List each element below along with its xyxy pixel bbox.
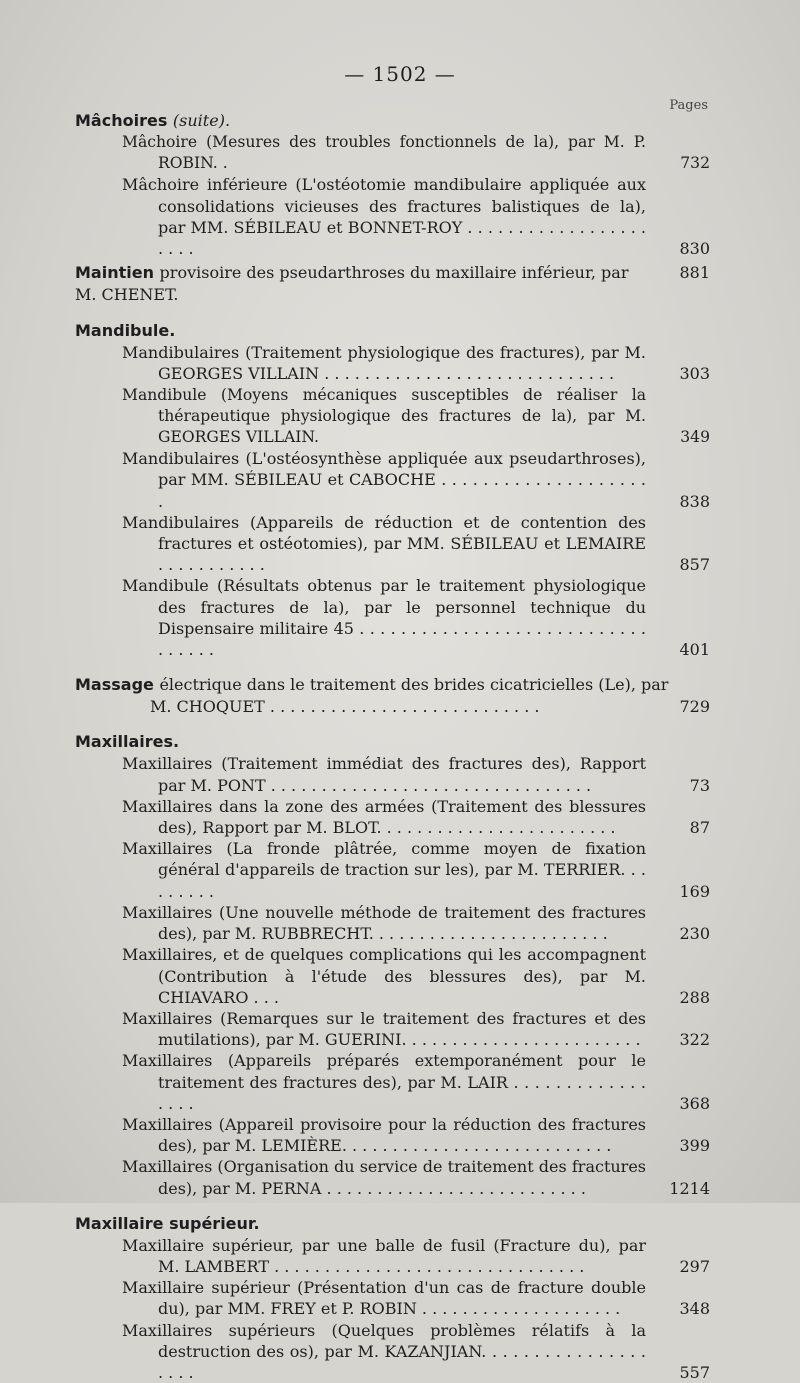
heading-rest: électrique dans le traitement des brides cicatricielles (Le), par bbox=[159, 675, 669, 695]
index-entry bbox=[122, 342, 710, 384]
index-entry bbox=[122, 1156, 710, 1198]
index-entry bbox=[122, 902, 710, 944]
entry-text: Maxillaires (Appareil provisoire pour la réduction des fractures des), par M. LEMIÈRE. . . . . . . . . . . . . . . . . . . . . . . . . . . bbox=[122, 1114, 646, 1156]
index-entry bbox=[122, 448, 710, 512]
heading-text: Mâchoires bbox=[75, 111, 168, 130]
continuation-text: M. CHOQUET . . . . . . . . . . . . . . . . . . . . . . . . . . . bbox=[150, 697, 540, 717]
heading-text: Maintien bbox=[75, 263, 154, 283]
index-entry bbox=[122, 1008, 710, 1050]
section-heading-inline bbox=[75, 674, 710, 696]
section-heading: Maxillaires. bbox=[75, 732, 180, 752]
index-entry bbox=[122, 838, 710, 902]
entry-page: 399 bbox=[679, 1136, 710, 1156]
index-entry bbox=[122, 796, 710, 838]
section-heading: Mandibule. bbox=[75, 321, 176, 341]
section-heading bbox=[75, 110, 710, 132]
heading-suffix: (suite). bbox=[172, 111, 231, 130]
entry-text: Maxillaires dans la zone des armées (Traitement des blessures des), Rapport par M. BLOT. . . . . . . . . . . . . . . . . . . . . . . . bbox=[122, 796, 646, 838]
entry-page: 288 bbox=[679, 987, 710, 1007]
index-entry bbox=[122, 1114, 710, 1156]
entry-page: 830 bbox=[679, 239, 710, 259]
entry-page: 230 bbox=[679, 924, 710, 944]
entry-page: 87 bbox=[689, 818, 710, 838]
pages-column-label: Pages bbox=[669, 98, 708, 113]
entry-page: 881 bbox=[679, 263, 710, 283]
entry-text: Maxillaire supérieur (Présentation d'un cas de fracture double du), par MM. FREY et P. ROBIN . . . . . . . . . . . . . . . . . . . . bbox=[122, 1278, 646, 1319]
index-entry bbox=[122, 575, 710, 660]
entry-text: Maxillaires (Une nouvelle méthode de traitement des fractures des), par M. RUBBRECHT. . . . . . . . . . . . . . . . . . . . . . . . bbox=[122, 902, 646, 944]
index-entry bbox=[122, 1320, 710, 1383]
index-entry bbox=[122, 132, 710, 174]
entry-page: 857 bbox=[679, 555, 710, 575]
entry-page: 732 bbox=[680, 154, 710, 173]
index-entry bbox=[122, 1235, 710, 1277]
entry-page: 348 bbox=[679, 1299, 710, 1319]
section-heading: Maxillaire supérieur. bbox=[75, 1213, 260, 1233]
index-entry bbox=[122, 174, 710, 259]
index-entry bbox=[122, 512, 710, 576]
entry-text: Maxillaires (Organisation du service de traitement des fractures des), par M. PERNA . . . . . . . . . . . . . . . . . . . . . . . . . . bbox=[122, 1157, 646, 1198]
entry-page: 1214 bbox=[669, 1178, 710, 1198]
entry-text: Mandibulaires (Appareils de réduction et de contention des fractures et ostéotomies), par MM. SÉBILEAU et LEMAIRE . . . . . . . . . . . bbox=[122, 512, 646, 575]
entry-text: Mandibulaires (Traitement physiologique des fractures), par M. GEORGES VILLAIN . . . . . . . . . . . . . . . . . . . . . . . . . . . . . bbox=[122, 343, 646, 384]
index-entry bbox=[122, 1050, 710, 1114]
entry-text: Mandibulaires (L'ostéosynthèse appliquée aux pseudarthroses), par MM. SÉBILEAU et CABOCHE . . . . . . . . . . . . . . . . . . . . . bbox=[122, 449, 646, 511]
heading-rest: provisoire des pseudarthroses du maxillaire inférieur, par M. CHENET. bbox=[75, 263, 629, 305]
entry-text: Maxillaires, et de quelques complications qui les accompagnent (Contribution à l'étude des blessures des), par M. CHIAVARO . . . bbox=[122, 945, 646, 1007]
entry-text: Maxillaire supérieur, par une balle de fusil (Fracture du), par M. LAMBERT . . . . . . . . . . . . . . . . . . . . . . . . . . . . . . . bbox=[122, 1235, 646, 1276]
entry-text: Maxillaires (Traitement immédiat des fractures des), Rapport par M. PONT . . . . . . . . . . . . . . . . . . . . . . . . . . . . . . . . bbox=[122, 754, 646, 795]
entry-page: 297 bbox=[679, 1256, 710, 1276]
entry-text: Mandibule (Moyens mécaniques susceptibles de réaliser la thérapeutique physiologique des fractures de la), par M. GEORGES VILLAIN. bbox=[122, 385, 646, 447]
entry-text: Mâchoire inférieure (L'ostéotomie mandibulaire appliquée aux consolidations vicieuses des fractures balistiques de la), par MM. SÉBILEAU et BONNET-ROY . . . . . . . . . . . . . . . . . . . . . . bbox=[122, 175, 646, 259]
entry-page: 169 bbox=[679, 881, 710, 901]
entry-page: 303 bbox=[679, 364, 710, 384]
entry-page: 73 bbox=[689, 775, 710, 795]
entry-text: Maxillaires (Remarques sur le traitement des fractures et des mutilations), par M. GUERINI. . . . . . . . . . . . . . . . . . . . . . . . bbox=[122, 1008, 646, 1050]
entry-text: Maxillaires (Appareils préparés extemporanément pour le traitement des fractures des), par M. LAIR . . . . . . . . . . . . . . . . . bbox=[122, 1051, 646, 1113]
section-heading-inline bbox=[75, 262, 710, 306]
entry-text: Mâchoire (Mesures des troubles fonctionnels de la), par M. P. ROBIN. . bbox=[122, 133, 646, 173]
entry-text: Maxillaires supérieurs (Quelques problèmes rélatifs à la destruction des os), par M. KAZANJIAN. . . . . . . . . . . . . . . . . . . . bbox=[122, 1320, 646, 1382]
entry-text: Maxillaires (La fronde plâtrée, comme moyen de fixation général d'appareils de traction sur les), par M. TERRIER. . . . . . . . . bbox=[122, 839, 646, 901]
index-entry bbox=[122, 385, 710, 449]
index-entry bbox=[122, 944, 710, 1008]
entry-page: 322 bbox=[679, 1030, 710, 1050]
entry-page: 401 bbox=[679, 640, 710, 660]
entry-text: Mandibule (Résultats obtenus par le traitement physiologique des fractures de la), par le personnel technique du Dispensaire militaire 45 . . . . . . . . . . . . . . . . . . . . . . . . . . . . . . . . . . bbox=[122, 576, 646, 660]
entry-page: 557 bbox=[679, 1362, 710, 1382]
entry-page: 368 bbox=[679, 1093, 710, 1113]
index-entry bbox=[122, 753, 710, 795]
heading-text: Massage bbox=[75, 675, 154, 695]
entry-page: 729 bbox=[679, 697, 710, 717]
entry-page: 349 bbox=[680, 428, 710, 447]
heading-continuation bbox=[150, 696, 710, 717]
page-number: — 1502 — bbox=[344, 62, 456, 86]
index-content bbox=[75, 110, 710, 1383]
entry-page: 838 bbox=[679, 491, 710, 511]
index-entry bbox=[122, 1277, 710, 1319]
